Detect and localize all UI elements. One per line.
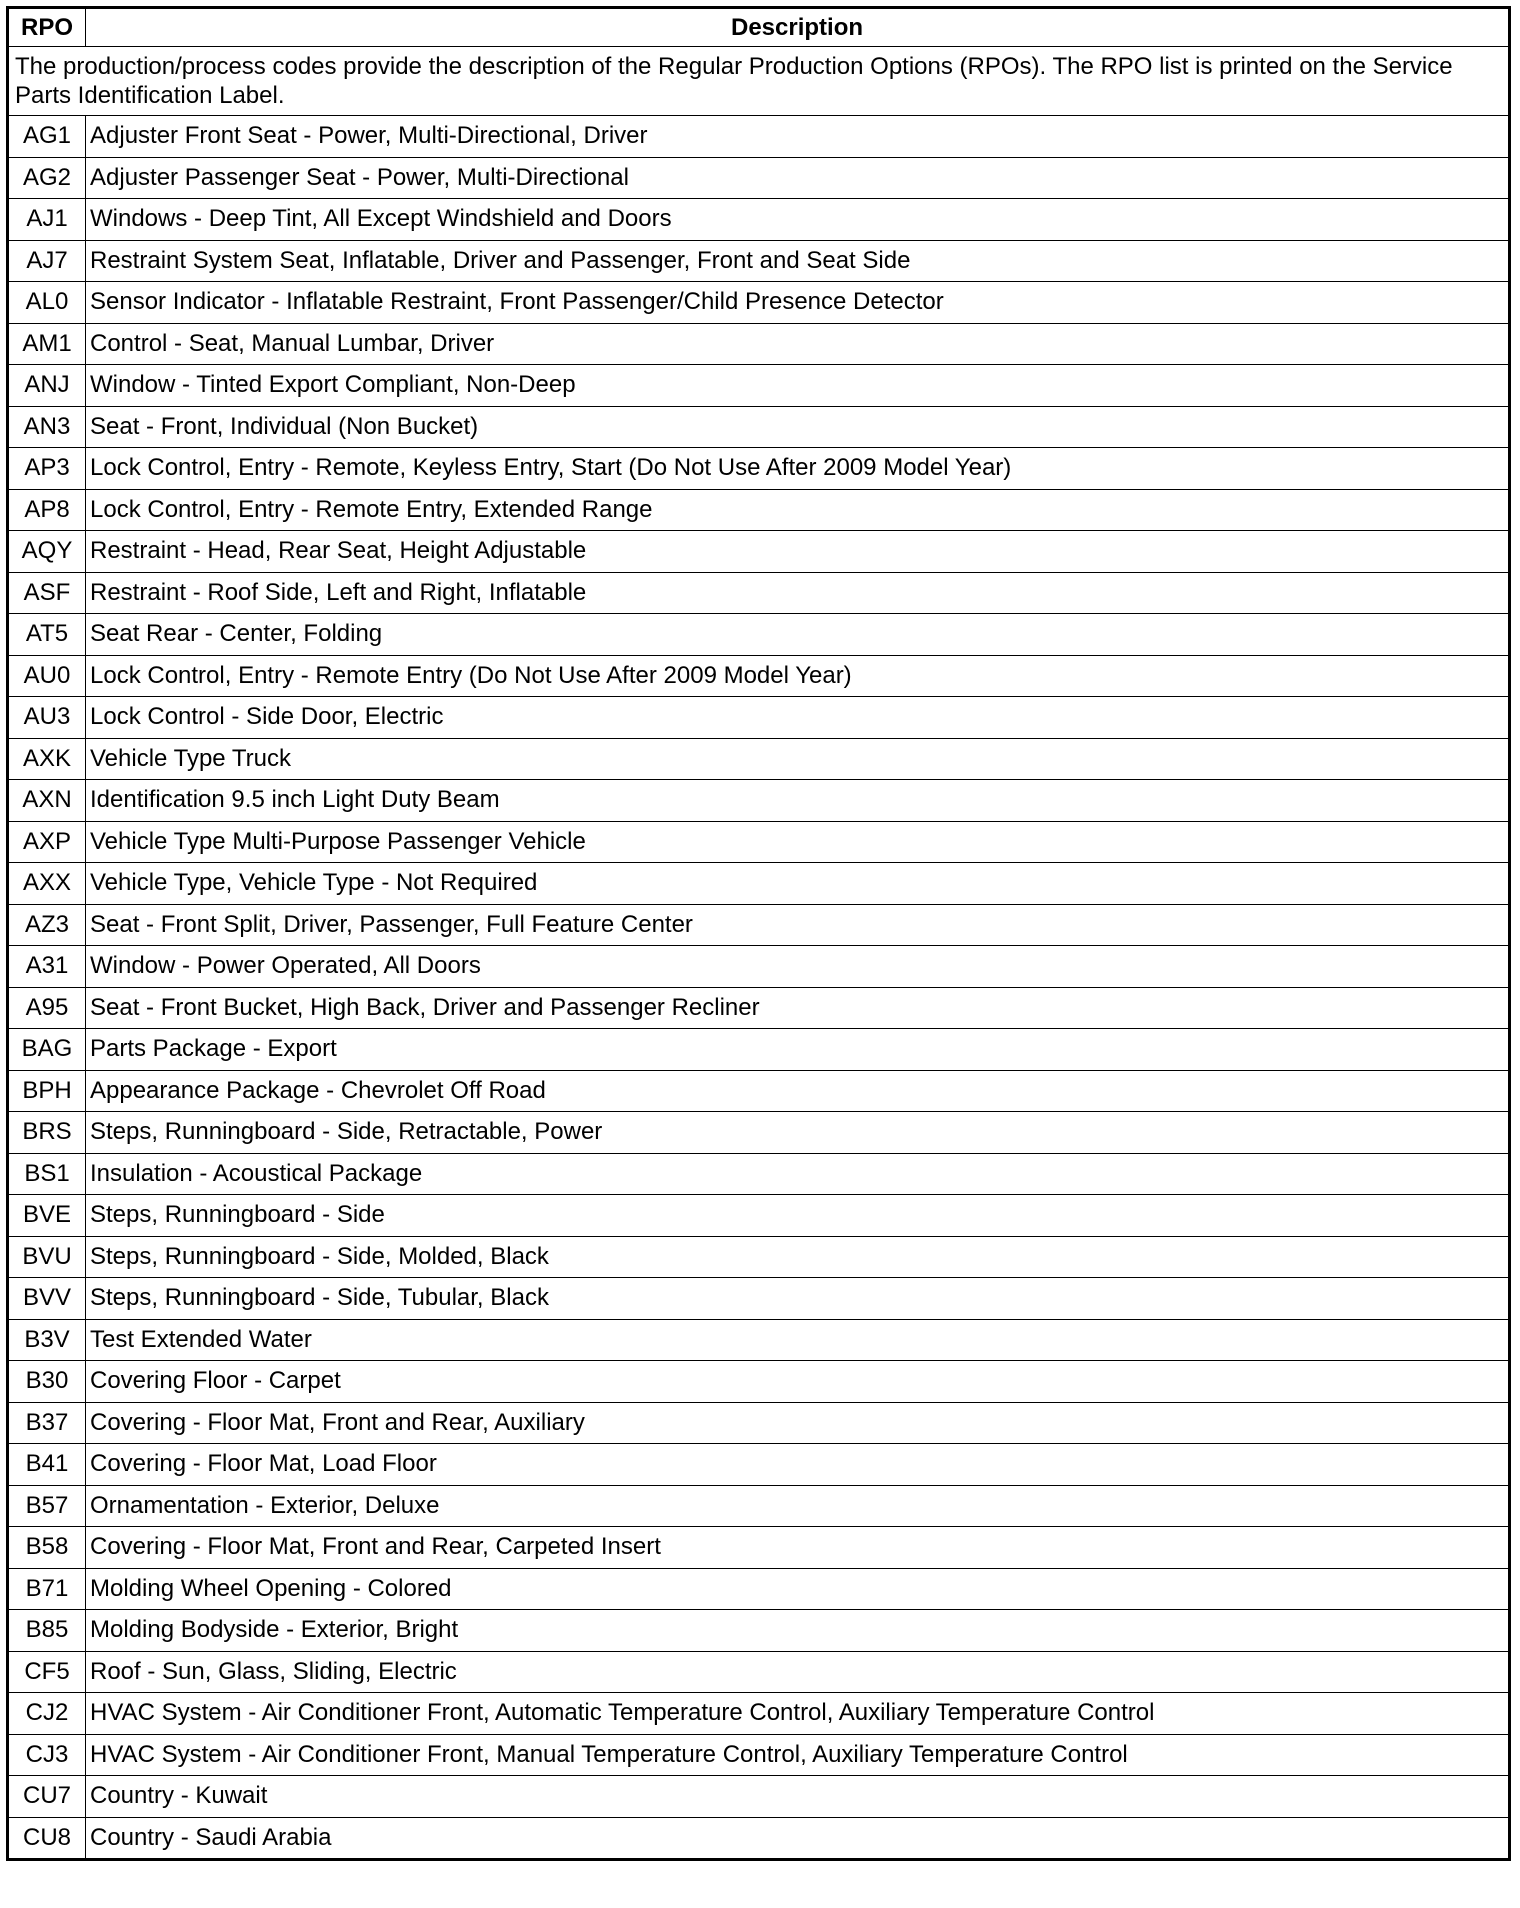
rpo-description: Adjuster Front Seat - Power, Multi-Directional, Driver — [86, 116, 1510, 158]
rpo-description: Covering - Floor Mat, Front and Rear, Carpeted Insert — [86, 1527, 1510, 1569]
table-row — [8, 780, 1510, 822]
rpo-description: Steps, Runningboard - Side — [86, 1195, 1510, 1237]
rpo-description: Ornamentation - Exterior, Deluxe — [86, 1485, 1510, 1527]
rpo-description: Identification 9.5 inch Light Duty Beam — [86, 780, 1510, 822]
rpo-description: Seat - Front Bucket, High Back, Driver and Passenger Recliner — [86, 987, 1510, 1029]
table-row — [8, 1070, 1510, 1112]
table-row — [8, 572, 1510, 614]
rpo-code: B85 — [8, 1610, 86, 1652]
rpo-code: CJ3 — [8, 1734, 86, 1776]
rpo-code: BVU — [8, 1236, 86, 1278]
rpo-description: Country - Kuwait — [86, 1776, 1510, 1818]
rpo-code: AL0 — [8, 282, 86, 324]
rpo-description: Steps, Runningboard - Side, Molded, Black — [86, 1236, 1510, 1278]
table-row — [8, 1278, 1510, 1320]
rpo-code: AM1 — [8, 323, 86, 365]
table-row — [8, 1112, 1510, 1154]
rpo-description: Parts Package - Export — [86, 1029, 1510, 1071]
intro-text: The production/process codes provide the description of the Regular Production Options (RPOs). The RPO list is printed on the Service Parts Identification Label. — [8, 47, 1510, 116]
rpo-code: A95 — [8, 987, 86, 1029]
rpo-code: AT5 — [8, 614, 86, 656]
table-row — [8, 1651, 1510, 1693]
rpo-code: AU0 — [8, 655, 86, 697]
rpo-code: B37 — [8, 1402, 86, 1444]
rpo-code: BAG — [8, 1029, 86, 1071]
rpo-description: Sensor Indicator - Inflatable Restraint, Front Passenger/Child Presence Detector — [86, 282, 1510, 324]
rpo-code: AP3 — [8, 448, 86, 490]
table-row — [8, 1029, 1510, 1071]
table-row — [8, 655, 1510, 697]
rpo-description: Insulation - Acoustical Package — [86, 1153, 1510, 1195]
rpo-code: B71 — [8, 1568, 86, 1610]
rpo-description: Covering - Floor Mat, Load Floor — [86, 1444, 1510, 1486]
rpo-description: Steps, Runningboard - Side, Retractable, Power — [86, 1112, 1510, 1154]
rpo-code: AXK — [8, 738, 86, 780]
table-row — [8, 697, 1510, 739]
table-row — [8, 1361, 1510, 1403]
rpo-code: AXN — [8, 780, 86, 822]
rpo-description: Windows - Deep Tint, All Except Windshield and Doors — [86, 199, 1510, 241]
rpo-code: B41 — [8, 1444, 86, 1486]
rpo-description: Vehicle Type, Vehicle Type - Not Required — [86, 863, 1510, 905]
rpo-document — [6, 6, 1508, 1861]
rpo-code: BS1 — [8, 1153, 86, 1195]
rpo-code: BVE — [8, 1195, 86, 1237]
table-row — [8, 863, 1510, 905]
rpo-code: CU8 — [8, 1817, 86, 1860]
rpo-code: AXX — [8, 863, 86, 905]
rpo-description: Vehicle Type Multi-Purpose Passenger Vehicle — [86, 821, 1510, 863]
table-row — [8, 1527, 1510, 1569]
table-row — [8, 157, 1510, 199]
rpo-description: Lock Control, Entry - Remote Entry (Do Not Use After 2009 Model Year) — [86, 655, 1510, 697]
table-row — [8, 1444, 1510, 1486]
rpo-description: Steps, Runningboard - Side, Tubular, Black — [86, 1278, 1510, 1320]
table-row — [8, 738, 1510, 780]
table-row — [8, 987, 1510, 1029]
table-row — [8, 1236, 1510, 1278]
rpo-code: AG1 — [8, 116, 86, 158]
rpo-code: B57 — [8, 1485, 86, 1527]
rpo-code: BRS — [8, 1112, 86, 1154]
rpo-code: AU3 — [8, 697, 86, 739]
intro-row — [8, 47, 1510, 116]
table-row — [8, 365, 1510, 407]
rpo-description: Seat Rear - Center, Folding — [86, 614, 1510, 656]
rpo-description: Covering Floor - Carpet — [86, 1361, 1510, 1403]
rpo-code: AP8 — [8, 489, 86, 531]
rpo-code: ASF — [8, 572, 86, 614]
rpo-code: A31 — [8, 946, 86, 988]
rpo-description: HVAC System - Air Conditioner Front, Automatic Temperature Control, Auxiliary Temperature Control — [86, 1693, 1510, 1735]
header-rpo: RPO — [8, 8, 86, 47]
table-row — [8, 1693, 1510, 1735]
rpo-code: AXP — [8, 821, 86, 863]
table-row — [8, 282, 1510, 324]
rpo-description: Lock Control - Side Door, Electric — [86, 697, 1510, 739]
rpo-code: AJ7 — [8, 240, 86, 282]
rpo-description: Lock Control, Entry - Remote, Keyless Entry, Start (Do Not Use After 2009 Model Year) — [86, 448, 1510, 490]
rpo-description: Molding Wheel Opening - Colored — [86, 1568, 1510, 1610]
rpo-description: Vehicle Type Truck — [86, 738, 1510, 780]
rpo-description: Test Extended Water — [86, 1319, 1510, 1361]
table-row — [8, 1195, 1510, 1237]
rpo-description: Restraint System Seat, Inflatable, Driver and Passenger, Front and Seat Side — [86, 240, 1510, 282]
header-description: Description — [86, 8, 1510, 47]
table-row — [8, 946, 1510, 988]
table-row — [8, 1776, 1510, 1818]
rpo-description: Covering - Floor Mat, Front and Rear, Auxiliary — [86, 1402, 1510, 1444]
rpo-description: Window - Power Operated, All Doors — [86, 946, 1510, 988]
table-row — [8, 1153, 1510, 1195]
table-row — [8, 614, 1510, 656]
rpo-code: B3V — [8, 1319, 86, 1361]
rpo-description: Lock Control, Entry - Remote Entry, Extended Range — [86, 489, 1510, 531]
rpo-code: B58 — [8, 1527, 86, 1569]
rpo-code: AG2 — [8, 157, 86, 199]
rpo-code: AJ1 — [8, 199, 86, 241]
table-row — [8, 1568, 1510, 1610]
table-row — [8, 531, 1510, 573]
rpo-code: AQY — [8, 531, 86, 573]
rpo-code: ANJ — [8, 365, 86, 407]
rpo-description: Window - Tinted Export Compliant, Non-Deep — [86, 365, 1510, 407]
rpo-description: Seat - Front, Individual (Non Bucket) — [86, 406, 1510, 448]
table-row — [8, 1734, 1510, 1776]
table-header — [8, 8, 1510, 47]
rpo-description: Restraint - Roof Side, Left and Right, Inflatable — [86, 572, 1510, 614]
table-row — [8, 240, 1510, 282]
header-row — [8, 8, 1510, 47]
table-row — [8, 406, 1510, 448]
rpo-description: HVAC System - Air Conditioner Front, Manual Temperature Control, Auxiliary Temperature Control — [86, 1734, 1510, 1776]
table-row — [8, 1402, 1510, 1444]
rpo-description: Country - Saudi Arabia — [86, 1817, 1510, 1860]
table-row — [8, 116, 1510, 158]
rpo-description: Restraint - Head, Rear Seat, Height Adjustable — [86, 531, 1510, 573]
table-row — [8, 199, 1510, 241]
rpo-code: CJ2 — [8, 1693, 86, 1735]
rpo-code: BPH — [8, 1070, 86, 1112]
table-row — [8, 1319, 1510, 1361]
table-row — [8, 1485, 1510, 1527]
rpo-description: Control - Seat, Manual Lumbar, Driver — [86, 323, 1510, 365]
rpo-code: AZ3 — [8, 904, 86, 946]
table-body — [8, 47, 1510, 1860]
rpo-description: Appearance Package - Chevrolet Off Road — [86, 1070, 1510, 1112]
table-row — [8, 821, 1510, 863]
rpo-code: BVV — [8, 1278, 86, 1320]
rpo-code: CF5 — [8, 1651, 86, 1693]
rpo-code: CU7 — [8, 1776, 86, 1818]
rpo-code: B30 — [8, 1361, 86, 1403]
table-row — [8, 323, 1510, 365]
rpo-description: Seat - Front Split, Driver, Passenger, Full Feature Center — [86, 904, 1510, 946]
rpo-description: Adjuster Passenger Seat - Power, Multi-Directional — [86, 157, 1510, 199]
table-row — [8, 1817, 1510, 1860]
rpo-description: Roof - Sun, Glass, Sliding, Electric — [86, 1651, 1510, 1693]
table-row — [8, 1610, 1510, 1652]
table-row — [8, 489, 1510, 531]
rpo-table — [6, 6, 1511, 1861]
table-row — [8, 448, 1510, 490]
rpo-description: Molding Bodyside - Exterior, Bright — [86, 1610, 1510, 1652]
table-row — [8, 904, 1510, 946]
rpo-code: AN3 — [8, 406, 86, 448]
